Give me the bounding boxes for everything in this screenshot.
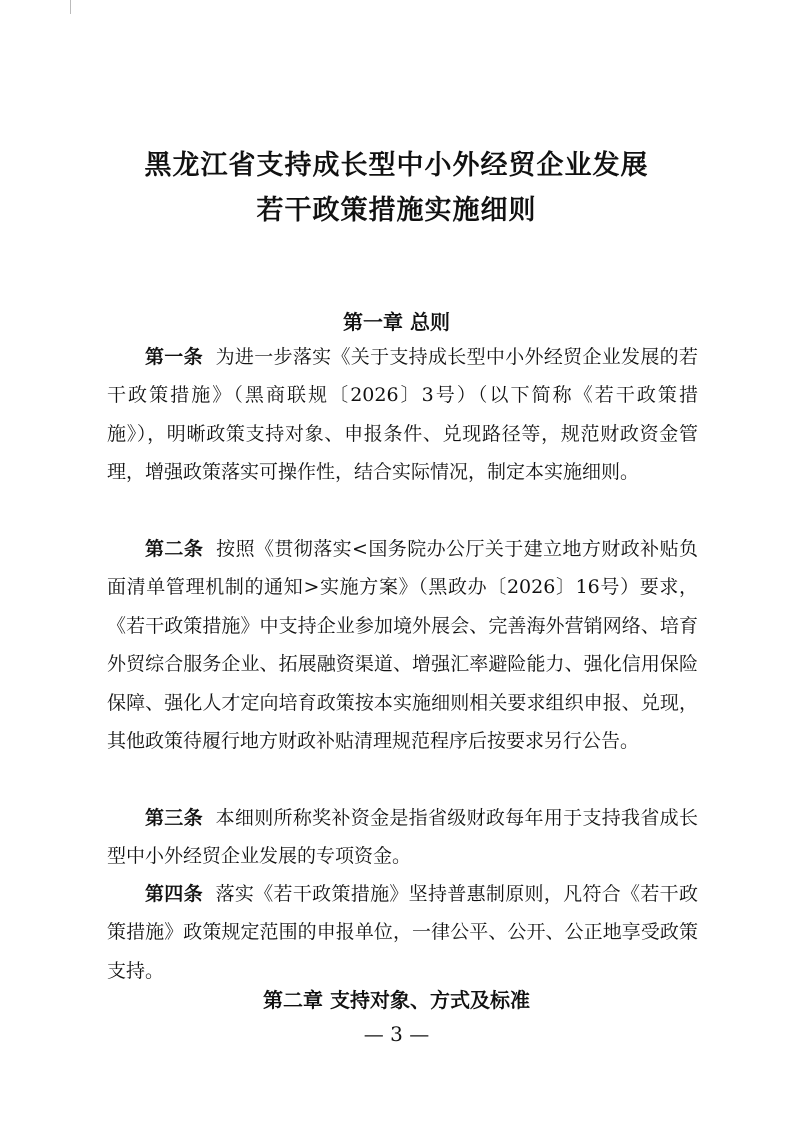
article-paragraph <box>107 338 698 492</box>
article-label: 第二条 <box>145 538 204 560</box>
article-label: 第三条 <box>145 807 203 829</box>
page-number: — 3 — <box>363 1022 430 1046</box>
scan-mark <box>70 0 71 14</box>
article-paragraph <box>107 530 698 760</box>
article-text: 为进一步落实《关于支持成长型中小外经贸企业发展的若干政策措施》（黑商联规〔2026〕3号）（以下简称《若干政策措施》），明晰政策支持对象、申报条件、兑现路径等，规范财政资金管理，增强政策落实可操作性，结合实际情况，制定本实施细则。 <box>107 346 698 484</box>
document-title-line2: 若干政策措施实施细则 <box>256 195 537 226</box>
article-label: 第一条 <box>145 346 203 368</box>
chapter-heading-2: 第二章 支持对象、方式及标准 <box>263 988 530 1012</box>
article-text: 本细则所称奖补资金是指省级财政每年用于支持我省成长型中小外经贸企业发展的专项资金。 <box>107 807 698 868</box>
chapter-heading-1: 第一章 总则 <box>343 310 450 334</box>
article-label: 第四条 <box>145 883 203 905</box>
article-text: 按照《贯彻落实<国务院办公厅关于建立地方财政补贴负面清单管理机制的通知>实施方案》（黑政办〔2026〕16号）要求，《若干政策措施》中支持企业参加境外展会、完善海外营销网络、培育外贸综合服务企业、拓展融资渠道、增强汇率避险能力、强化信用保险保障、强化人才定向培育政策按本实施细则相关要求组织申报、兑现，其他政策待履行地方财政补贴清理规范程序后按要求另行公告。 <box>107 538 698 753</box>
article-text: 落实《若干政策措施》坚持普惠制原则，凡符合《若干政策措施》政策规定范围的申报单位，一律公平、公开、公正地享受政策支持。 <box>107 883 698 982</box>
document-title-line1: 黑龙江省支持成长型中小外经贸企业发展 <box>144 150 649 181</box>
article-paragraph <box>107 875 698 990</box>
article-paragraph <box>107 799 698 876</box>
